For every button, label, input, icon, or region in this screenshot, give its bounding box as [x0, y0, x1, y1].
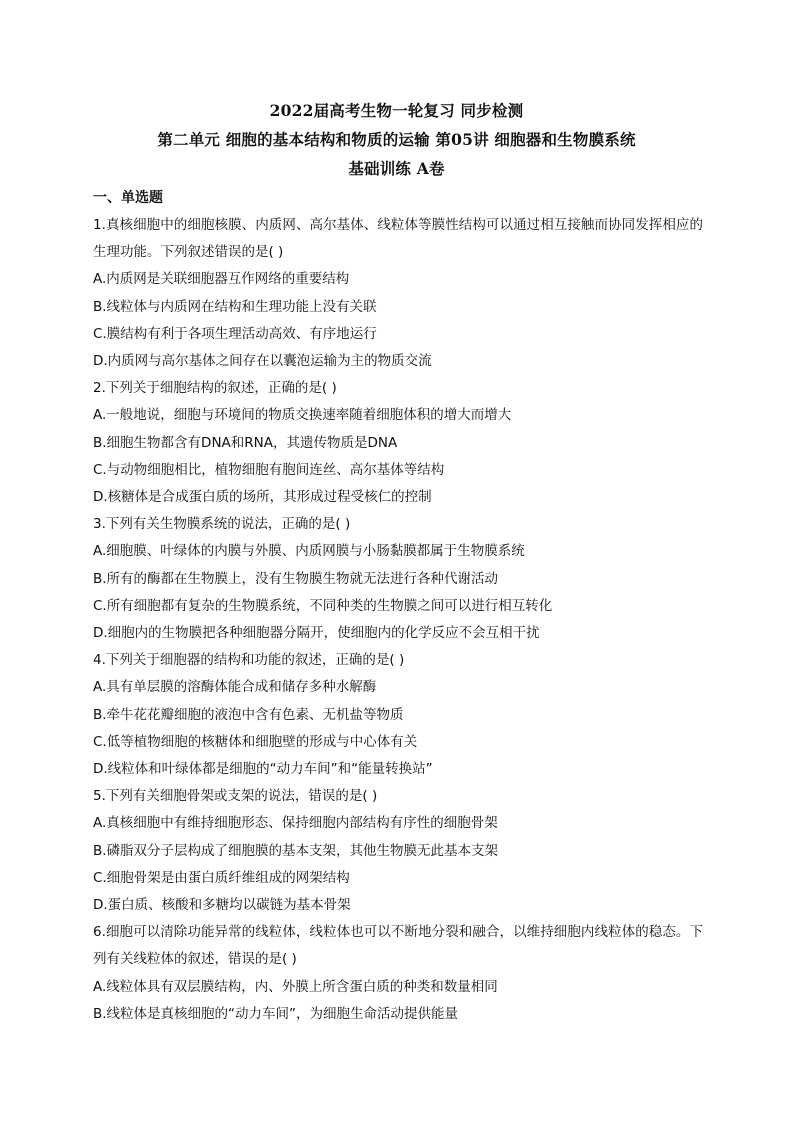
question-stem: 6.细胞可以清除功能异常的线粒体，线粒体也可以不断地分裂和融合，以维持细胞内线粒体的稳态。下列有关线粒体的叙述，错误的是( ): [93, 924, 703, 968]
answer-option: D.内质网与高尔基体之间存在以囊泡运输为主的物质交流: [93, 353, 432, 370]
answer-option: C.低等植物细胞的核糖体和细胞壁的形成与中心体有关: [93, 733, 418, 750]
answer-option: D.蛋白质、核酸和多糖均以碳链为基本骨架: [93, 897, 351, 914]
question-stem: 1.真核细胞中的细胞核膜、内质网、高尔基体、线粒体等膜性结构可以通过相互接触而协同发挥相应的生理功能。下列叙述错误的是( ): [93, 217, 703, 261]
answer-option: C.膜结构有利于各项生理活动高效、有序地运行: [93, 325, 377, 342]
answer-option: B.线粒体与内质网在结构和生理功能上没有关联: [93, 298, 377, 315]
question-item: [93, 919, 703, 1028]
answer-option: B.所有的酶都在生物膜上，没有生物膜生物就无法进行各种代谢活动: [93, 570, 499, 587]
answer-option: D.核糖体是合成蛋白质的场所，其形成过程受核仁的控制: [93, 489, 432, 506]
answer-option: D.细胞内的生物膜把各种细胞器分隔开，使细胞内的化学反应不会互相干扰: [93, 625, 540, 642]
doc-subtitle-2: 基础训练 A卷: [348, 159, 445, 178]
doc-subtitle: 第二单元 细胞的基本结构和物质的运输 第05讲 细胞器和生物膜系统: [157, 130, 636, 149]
answer-option: B.磷脂双分子层构成了细胞膜的基本支架，其他生物膜无此基本支架: [93, 842, 499, 859]
section-heading: 一、单选题: [93, 190, 163, 206]
answer-option: C.细胞骨架是由蛋白质纤维组成的网架结构: [93, 869, 350, 886]
answer-option: D.线粒体和叶绿体都是细胞的“动力车间”和“能量转换站”: [93, 761, 433, 778]
answer-option: A.真核细胞中有维持细胞形态、保持细胞内部结构有序性的细胞骨架: [93, 815, 498, 832]
question-stem: 5.下列有关细胞骨架或支架的说法，错误的是( ): [93, 788, 378, 805]
answer-option: B.线粒体是真核细胞的“动力车间”，为细胞生命活动提供能量: [93, 1005, 459, 1022]
answer-option: C.所有细胞都有复杂的生物膜系统，不同种类的生物膜之间可以进行相互转化: [93, 597, 553, 614]
question-stem: 3.下列有关生物膜系统的说法，正确的是( ): [93, 516, 351, 533]
answer-option: C.与动物细胞相比，植物细胞有胞间连丝、高尔基体等结构: [93, 461, 445, 478]
title-block: [0, 96, 793, 183]
doc-title: 2022届高考生物一轮复习 同步检测: [269, 101, 524, 120]
answer-option: A.细胞膜、叶绿体的内膜与外膜、内质网膜与小肠黏膜都属于生物膜系统: [93, 543, 525, 560]
question-item: [93, 212, 703, 375]
answer-option: A.内质网是关联细胞器互作网络的重要结构: [93, 271, 350, 288]
question-item: [93, 375, 703, 511]
question-item: [93, 511, 703, 647]
question-stem: 4.下列关于细胞器的结构和功能的叙述，正确的是( ): [93, 652, 405, 669]
answer-option: B.牵牛花花瓣细胞的液泡中含有色素、无机盐等物质: [93, 706, 404, 723]
question-item: [93, 783, 703, 919]
answer-option: A.一般地说，细胞与环境间的物质交换速率随着细胞体积的增大而增大: [93, 407, 512, 424]
question-list: [93, 212, 703, 1028]
question-item: [93, 647, 703, 783]
answer-option: A.线粒体具有双层膜结构，内、外膜上所含蛋白质的种类和数量相同: [93, 978, 498, 995]
answer-option: A.具有单层膜的溶酶体能合成和储存多种水解酶: [93, 679, 377, 696]
answer-option: B.细胞生物都含有DNA和RNA，其遗传物质是DNA: [93, 434, 398, 451]
question-stem: 2.下列关于细胞结构的叙述，正确的是( ): [93, 380, 337, 397]
